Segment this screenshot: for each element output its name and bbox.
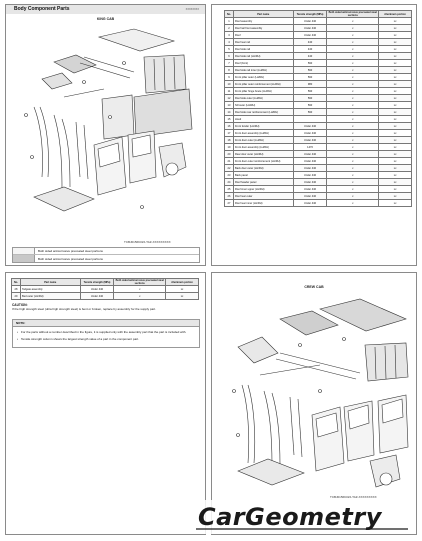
page-king-cab <box>5 4 206 266</box>
cell-part-name: Roof rear inner (LH/RH) <box>233 200 293 207</box>
table-row <box>225 137 412 144</box>
col-precoated: Both sided anticorrosive precoated steel sections <box>328 11 377 17</box>
col-no: No. <box>225 11 234 18</box>
col-aluminum: Aluminum portion <box>379 11 412 18</box>
caution-text: If the high strength steel (ultra high strength steel) is bent or broken, replace by assembly for the supply part. <box>12 307 156 311</box>
cell-precoated: x <box>327 193 379 200</box>
table-row <box>225 102 412 109</box>
cell-aluminum: xx <box>379 46 412 53</box>
cell-no: 1 <box>225 18 234 25</box>
cell-aluminum: xx <box>379 18 412 25</box>
figure-code: TCBJ0156K0ZJ-TAZ-XXXXXXXXX <box>124 240 171 244</box>
table-row <box>225 179 412 186</box>
cell-tensile: Under 440 <box>293 25 327 32</box>
color-legend <box>12 247 200 263</box>
cargeometry-logo <box>190 500 415 534</box>
cell-aluminum: xx <box>379 25 412 32</box>
cell-aluminum: xx <box>379 200 412 207</box>
cell-part-name: Roof side rail <box>233 46 293 53</box>
cell-no: 6 <box>225 53 234 60</box>
cell-no: 13 <box>225 102 234 109</box>
cell-aluminum: xx <box>379 130 412 137</box>
cell-no: 16 <box>225 123 234 130</box>
king-cab-exploded-diagram <box>14 27 200 227</box>
col-precoated: Both sided anticorrosive precoated steel sections <box>115 279 164 285</box>
cell-tensile: 590 <box>293 88 327 95</box>
table-row <box>225 67 412 74</box>
table-row <box>225 193 412 200</box>
cell-precoated: x <box>327 46 379 53</box>
note-item: • For the parts without a number described in the figure, it is supplied only with the assembly part that the part is included with. <box>17 330 195 334</box>
table-row <box>225 46 412 53</box>
parts-table <box>224 10 412 207</box>
page-crew-cab <box>211 272 417 535</box>
cell-precoated: x <box>327 32 379 39</box>
cell-no: 12 <box>225 95 234 102</box>
page-parts-table <box>211 4 417 266</box>
cell-aluminum: xx <box>379 95 412 102</box>
cell-no: 27 <box>225 200 234 207</box>
cell-no: 7 <box>225 60 234 67</box>
caution-block <box>12 303 200 311</box>
cell-precoated: x <box>327 200 379 207</box>
cell-part-name: Front pillar outer (LH/RH) <box>233 74 293 81</box>
cell-no: 15 <box>225 116 234 123</box>
cell-tensile: 1470 <box>293 144 327 151</box>
cell-precoated: x <box>327 53 379 60</box>
cell-no: 22 <box>225 165 234 172</box>
cell-part-name: Roof side rear reinforcement (LH/RH) <box>233 109 293 116</box>
cell-precoated: x <box>327 116 379 123</box>
table-row <box>225 53 412 60</box>
table-row <box>225 165 412 172</box>
cell-aluminum: xx <box>379 88 412 95</box>
cell-tensile: Under 440 <box>293 18 327 25</box>
cell-precoated: x <box>327 102 379 109</box>
cell-part-name: Roof header panel <box>233 179 293 186</box>
cell-part-name: Roof side rail inner (LH/RH) <box>233 67 293 74</box>
col-part-name: Part name <box>20 279 80 286</box>
cell-precoated: x <box>327 179 379 186</box>
cell-no: 18 <box>225 137 234 144</box>
cell-no: 5 <box>225 46 234 53</box>
cell-part-name: Roof rear outer <box>233 193 293 200</box>
cell-part-name: Roof side outer (LH/RH) <box>233 95 293 102</box>
cell-part-name: Rear door outer (LH/RH) <box>233 151 293 158</box>
figure-title: KING CAB <box>96 17 115 21</box>
cell-part-name: Roof rear rail <box>233 39 293 46</box>
cell-tensile: Under 440 <box>293 193 327 200</box>
cell-precoated: x <box>327 95 379 102</box>
cell-aluminum: xx <box>379 137 412 144</box>
cell-tensile: Under 440 <box>293 165 327 172</box>
cell-aluminum: xx <box>379 109 412 116</box>
cell-tensile <box>293 116 327 123</box>
cell-tensile: Under 440 <box>293 130 327 137</box>
caution-heading: CAUTION: <box>12 303 28 307</box>
legend-row <box>13 248 199 255</box>
cell-aluminum: xx <box>379 67 412 74</box>
table-row <box>225 109 412 116</box>
page-notes <box>5 272 206 535</box>
table-row <box>225 158 412 165</box>
cell-aluminum: xx <box>379 172 412 179</box>
cell-part-name: Roof rail front assembly <box>233 25 293 32</box>
cell-aluminum: xx <box>379 165 412 172</box>
cell-part-name: Front door outer reinforcement (LH/RH) <box>233 158 293 165</box>
cell-precoated: x <box>327 60 379 67</box>
legend-label: Both sided anticorrosive precoated steel portions <box>38 256 103 261</box>
table-header-row <box>12 279 199 286</box>
cell-precoated: x <box>327 144 379 151</box>
cell-precoated: x <box>327 25 379 32</box>
table-row <box>225 186 412 193</box>
cell-tensile: 590 <box>293 67 327 74</box>
cell-part-name: Tailgate assembly <box>20 286 80 293</box>
figure-title: CREW CAB <box>304 285 324 289</box>
cell-part-name: Front pillar hinge brace (LH/RH) <box>233 88 293 95</box>
cell-part-name: Front door assembly (LH/RH) <box>233 130 293 137</box>
cell-precoated: x <box>327 74 379 81</box>
cell-tensile: 590 <box>293 60 327 67</box>
col-tensile: Tensile strength (MPa) <box>293 11 327 18</box>
table-row <box>225 130 412 137</box>
legend-swatch <box>13 248 35 254</box>
crew-cab-exploded-diagram <box>220 295 412 495</box>
cell-no: 26 <box>225 193 234 200</box>
cell-aluminum: xx <box>166 293 199 300</box>
parts-table-continued <box>11 278 199 300</box>
table-row <box>225 60 412 67</box>
cell-no: 2 <box>225 25 234 32</box>
cell-aluminum: xx <box>379 151 412 158</box>
cell-aluminum: xx <box>379 179 412 186</box>
cell-precoated: x <box>327 81 379 88</box>
cell-no: 28 <box>12 286 21 293</box>
cell-part-name: Back panel <box>233 172 293 179</box>
page-header <box>6 5 205 14</box>
legend-swatch <box>13 255 35 262</box>
col-part-name: Part name <box>233 11 293 18</box>
cell-tensile: 590 <box>293 74 327 81</box>
cell-no: 23 <box>225 172 234 179</box>
page-header-code: XXXXXXXX <box>185 8 199 11</box>
cell-aluminum: xx <box>379 123 412 130</box>
cell-aluminum: xx <box>379 81 412 88</box>
cell-tensile: Under 440 <box>80 286 114 293</box>
table-row <box>225 88 412 95</box>
cell-part-name: Front fender (LH/RH) <box>233 123 293 130</box>
cell-tensile: Under 440 <box>293 123 327 130</box>
cell-precoated: x <box>327 39 379 46</box>
cell-tensile: 440 <box>293 53 327 60</box>
table-row <box>225 144 412 151</box>
table-row <box>225 95 412 102</box>
cell-part-name: Front pillar outer reinforcement (LH/RH) <box>233 81 293 88</box>
cell-aluminum: xx <box>379 193 412 200</box>
cell-part-name: Bed outer (LH/RH) <box>20 293 80 300</box>
cell-aluminum: xx <box>379 116 412 123</box>
cell-precoated: x <box>327 137 379 144</box>
legend-row <box>13 255 199 262</box>
cell-precoated: x <box>327 151 379 158</box>
cell-tensile: Under 440 <box>293 137 327 144</box>
cell-aluminum: xx <box>379 39 412 46</box>
cell-aluminum: xx <box>379 186 412 193</box>
cell-tensile: Under 440 <box>293 200 327 207</box>
cell-part-name: Back door outer (LH/RH) <box>233 165 293 172</box>
cell-tensile: Under 440 <box>293 32 327 39</box>
cell-no: 4 <box>225 39 234 46</box>
cell-aluminum: xx <box>379 102 412 109</box>
col-tensile: Tensile strength (MPa) <box>80 279 114 286</box>
cell-no: 24 <box>225 179 234 186</box>
cell-no: 3 <box>225 32 234 39</box>
cell-no: 10 <box>225 81 234 88</box>
cell-no: 9 <box>225 74 234 81</box>
cell-aluminum: xx <box>166 286 199 293</box>
cell-part-name: Roof inner upper (LH/RH) <box>233 186 293 193</box>
cell-tensile: Under 440 <box>293 172 327 179</box>
cell-precoated: x <box>327 165 379 172</box>
col-aluminum: Aluminum portion <box>166 279 199 286</box>
table-row <box>12 286 199 293</box>
cell-precoated: x <box>114 293 166 300</box>
cell-part-name: Roof side rail (LH/RH) <box>233 53 293 60</box>
cell-no: 17 <box>225 130 234 137</box>
note-heading: NOTE: <box>13 320 199 327</box>
cell-no: 21 <box>225 158 234 165</box>
cell-precoated: x <box>327 88 379 95</box>
table-row <box>225 116 412 123</box>
cell-tensile: 440 <box>293 46 327 53</box>
note-item: • Tensile strength column shows the largest strength value of a part in the component part. <box>17 337 195 341</box>
cell-tensile: Under 440 <box>293 179 327 186</box>
cell-tensile: Under 440 <box>293 151 327 158</box>
cell-precoated: x <box>327 123 379 130</box>
cell-no: 8 <box>225 67 234 74</box>
cell-precoated: x <box>327 186 379 193</box>
cell-no: 25 <box>225 186 234 193</box>
cell-precoated: x <box>327 109 379 116</box>
cell-no: 20 <box>225 151 234 158</box>
note-box <box>12 319 200 348</box>
table-row <box>12 293 199 300</box>
table-header-row <box>225 11 412 18</box>
table-row <box>225 123 412 130</box>
cell-precoated: x <box>114 286 166 293</box>
table-row <box>225 32 412 39</box>
cell-precoated: x <box>327 18 379 25</box>
cell-tensile: Under 440 <box>80 293 114 300</box>
cell-precoated: x <box>327 130 379 137</box>
cell-aluminum: xx <box>379 158 412 165</box>
page-header-title: Body Component Parts <box>14 6 70 12</box>
cell-aluminum: xx <box>379 74 412 81</box>
table-row <box>225 200 412 207</box>
cell-aluminum: xx <box>379 53 412 60</box>
cell-part-name: Hood <box>233 116 293 123</box>
cell-no: 19 <box>225 144 234 151</box>
cell-part-name: Roof assembly <box>233 18 293 25</box>
table-row <box>225 25 412 32</box>
logo-text: CarGeometry <box>198 503 382 531</box>
table-row <box>225 172 412 179</box>
cell-no: 29 <box>12 293 21 300</box>
cell-tensile: 590 <box>293 102 327 109</box>
legend-label: Both sided anticorrosive precoated steel portions <box>38 249 103 253</box>
cell-part-name: Roof <box>233 32 293 39</box>
cell-part-name: Front door assembly (LH/RH) <box>233 144 293 151</box>
cell-aluminum: xx <box>379 32 412 39</box>
cell-part-name: Sill outer (LH/RH) <box>233 102 293 109</box>
cell-precoated: x <box>327 67 379 74</box>
cell-part-name: Front door outer (LH/RH) <box>233 137 293 144</box>
table-row <box>225 74 412 81</box>
cell-no: 11 <box>225 88 234 95</box>
table-row <box>225 151 412 158</box>
table-row <box>225 18 412 25</box>
figure-code: TCBJ0156K0ZJ-TAZ-XXXXXXXXX <box>330 495 377 499</box>
cell-aluminum: xx <box>379 60 412 67</box>
cell-tensile: Under 440 <box>293 186 327 193</box>
cell-part-name: Roof (front) <box>233 60 293 67</box>
cell-tensile: 590 <box>293 95 327 102</box>
col-no: No. <box>12 279 21 286</box>
cell-aluminum: xx <box>379 144 412 151</box>
cell-tensile: 590 <box>293 109 327 116</box>
table-row <box>225 81 412 88</box>
cell-tensile: Under 440 <box>293 158 327 165</box>
cell-tensile: 980 <box>293 81 327 88</box>
table-row <box>225 39 412 46</box>
cell-precoated: x <box>327 158 379 165</box>
cell-no: 14 <box>225 109 234 116</box>
cell-tensile: 440 <box>293 39 327 46</box>
cell-precoated: x <box>327 172 379 179</box>
